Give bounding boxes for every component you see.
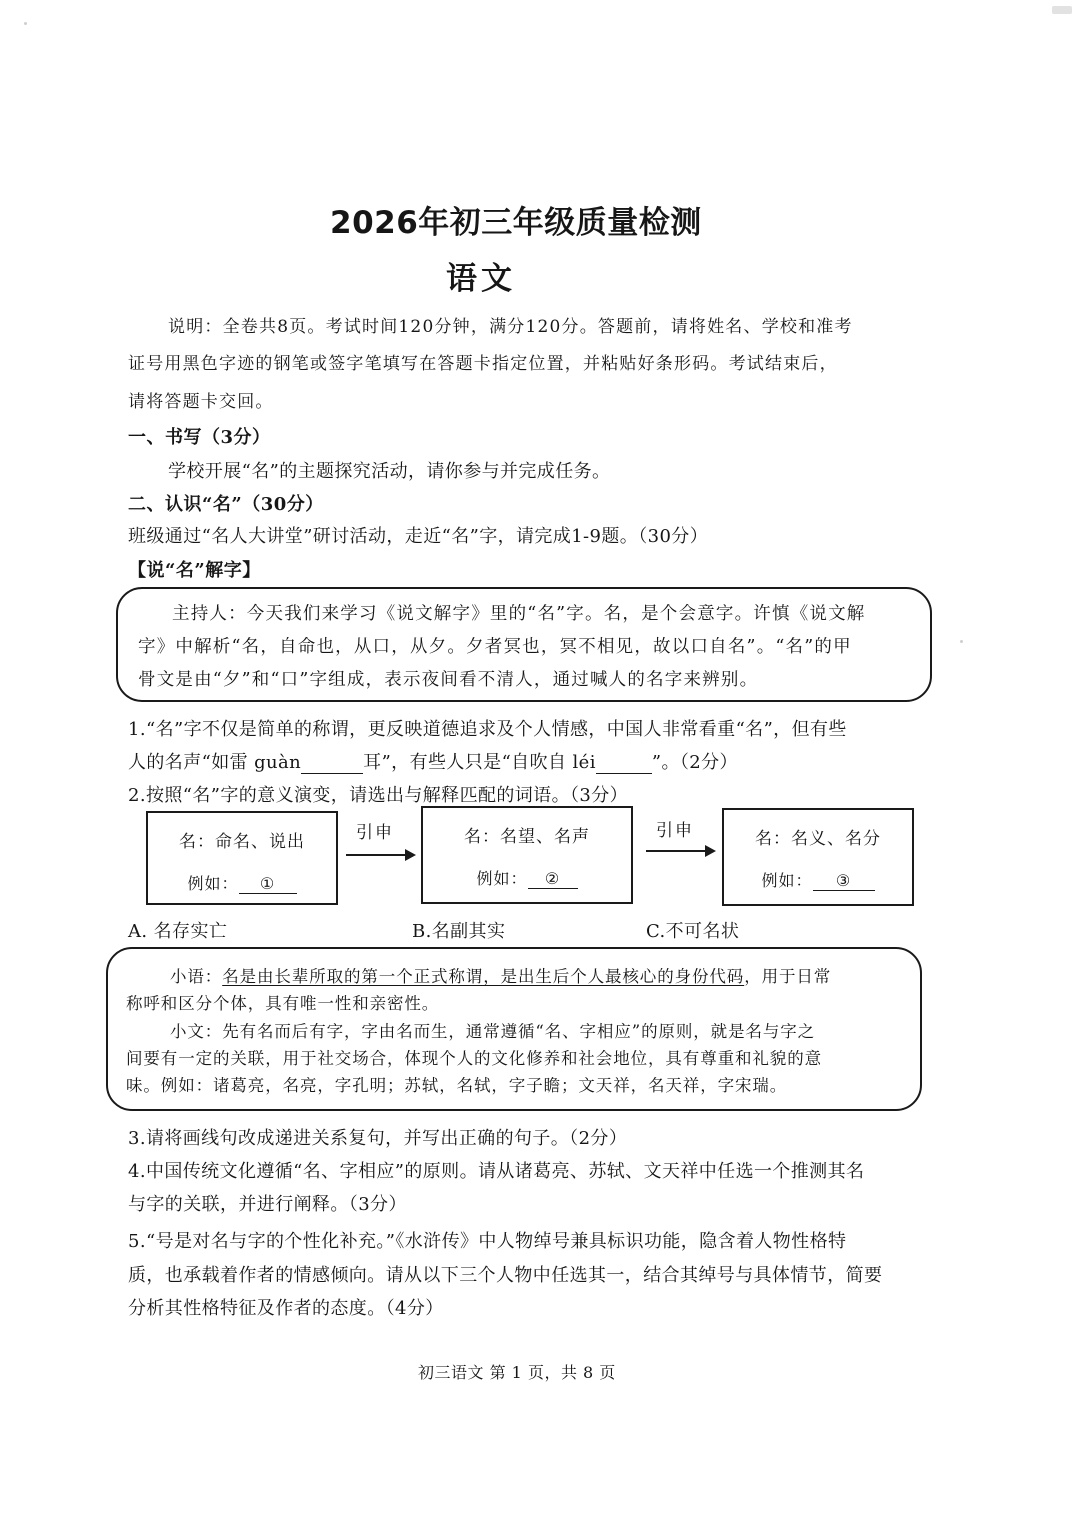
answer-blank[interactable] <box>813 871 875 891</box>
instructions-line: 证号用黑色字迹的钢笔或签字笔填写在答题卡指定位置，并粘贴好条形码。考试结束后， <box>128 354 838 374</box>
answer-marker: ③ <box>835 871 852 890</box>
subsection-heading: 【说“名”解字】 <box>128 560 261 581</box>
question-1-fill <box>128 748 738 774</box>
dialogue-line: 间要有一定的关联，用于社交场合，体现个人的文化修养和社会地位，具有尊重和礼貌的意 <box>126 1049 822 1068</box>
option-c: C.不可名状 <box>646 921 740 942</box>
flow-arrow <box>346 854 414 856</box>
question-3: 3.请将画线句改成递进关系复句，并写出正确的句子。（2分） <box>128 1128 628 1149</box>
meaning-box-1 <box>146 811 338 905</box>
dialogue-text: ，用于日常 <box>744 967 832 986</box>
question-5: 5.“号是对名与字的个性化补充。”《水浒传》中人物绰号兼具标识功能，隐含着人物性格特 <box>128 1231 847 1252</box>
question-5: 质，也承载着作者的情感倾向。请从以下三个人物中任选其一，结合其绰号与具体情节，简要 <box>128 1265 883 1286</box>
underlined-sentence: 名是由长辈所取的第一个正式称谓，是出生后个人最核心的身份代码 <box>222 967 745 986</box>
meaning-box-example <box>148 871 336 894</box>
example-label: 例如： <box>761 871 813 890</box>
scan-speckle <box>1052 6 1072 14</box>
meaning-box-example <box>423 866 631 889</box>
section-task: 学校开展“名”的主题探究活动，请你参与并完成任务。 <box>168 461 611 482</box>
dialogue-line: 味。例如：诸葛亮，名亮，字孔明；苏轼，名轼，字子瞻；文天祥，名天祥，字宋瑞。 <box>126 1076 788 1095</box>
flow-arrow <box>646 850 714 852</box>
dialogue-line-xiaoyu <box>170 963 831 987</box>
meaning-box-title: 名：名义、名分 <box>755 829 881 849</box>
host-speech-line: 主持人：今天我们来学习《说文解字》里的“名”字。名，是个会意字。许慎《说文解 <box>172 604 866 624</box>
answer-marker: ① <box>259 874 276 893</box>
meaning-box-example <box>724 868 912 891</box>
question-1-part: 人的名声“如雷 guàn <box>128 752 302 773</box>
answer-blank[interactable] <box>528 869 578 889</box>
meaning-box-title: 名：命名、说出 <box>179 832 305 852</box>
subject-title: 语文 <box>446 261 516 297</box>
arrow-label: 引申 <box>356 823 394 843</box>
question-1-part: ”。（2分） <box>651 752 738 773</box>
question-1: 1.“名”字不仅是简单的称谓，更反映道德追求及个人情感，中国人非常看重“名”，但有些 <box>128 719 847 740</box>
dialogue-line: 称呼和区分个体，具有唯一性和亲密性。 <box>126 994 440 1013</box>
section-intro: 班级通过“名人大讲堂”研讨活动，走近“名”字，请完成1-9题。（30分） <box>128 526 709 547</box>
option-b: B.名副其实 <box>412 921 506 942</box>
host-speech-line: 字》中解析“名，自命也，从口，从夕。夕者冥也，冥不相见，故以口自名”。“名”的甲 <box>138 637 852 657</box>
exam-title: 2026年初三年级质量检测 <box>330 205 702 241</box>
answer-marker: ② <box>544 869 561 888</box>
dialogue-line-xiaowen: 小文：先有名而后有字，字由名而生，通常遵循“名、字相应”的原则，就是名与字之 <box>170 1022 816 1041</box>
section-heading: 二、认识“名”（30分） <box>128 494 324 515</box>
answer-blank[interactable] <box>301 752 363 774</box>
page-footer: 初三语文 第 1 页，共 8 页 <box>418 1363 616 1382</box>
meaning-box-title: 名：名望、名声 <box>464 827 590 847</box>
question-5: 分析其性格特征及作者的态度。（4分） <box>128 1298 444 1319</box>
example-label: 例如： <box>476 869 528 888</box>
instructions-line: 说明：全卷共8页。考试时间120分钟，满分120分。答题前，请将姓名、学校和准考 <box>168 317 853 337</box>
answer-blank[interactable] <box>239 874 297 894</box>
question-1-part: 耳”，有些人只是“自吹自 léi <box>363 752 596 773</box>
arrow-label: 引申 <box>656 821 694 841</box>
question-2: 2.按照“名”字的意义演变，请选出与解释匹配的词语。（3分） <box>128 785 629 806</box>
question-4: 4.中国传统文化遵循“名、字相应”的原则。请从诸葛亮、苏轼、文天祥中任选一个推测其名 <box>128 1161 865 1182</box>
meaning-box-2 <box>421 806 633 904</box>
instructions-line: 请将答题卡交回。 <box>128 392 274 412</box>
section-heading: 一、书写（3分） <box>128 427 271 448</box>
scan-speckle <box>24 22 27 25</box>
example-label: 例如： <box>187 874 239 893</box>
answer-blank[interactable] <box>596 752 652 774</box>
host-speech-line: 骨文是由“夕”和“口”字组成，表示夜间看不清人，通过喊人的名字来辨别。 <box>138 670 759 690</box>
option-a: A. 名存实亡 <box>128 921 228 942</box>
speaker-label: 小语： <box>170 967 223 986</box>
meaning-box-3 <box>722 808 914 906</box>
scan-speckle <box>960 640 963 643</box>
question-4: 与字的关联，并进行阐释。（3分） <box>128 1194 407 1215</box>
